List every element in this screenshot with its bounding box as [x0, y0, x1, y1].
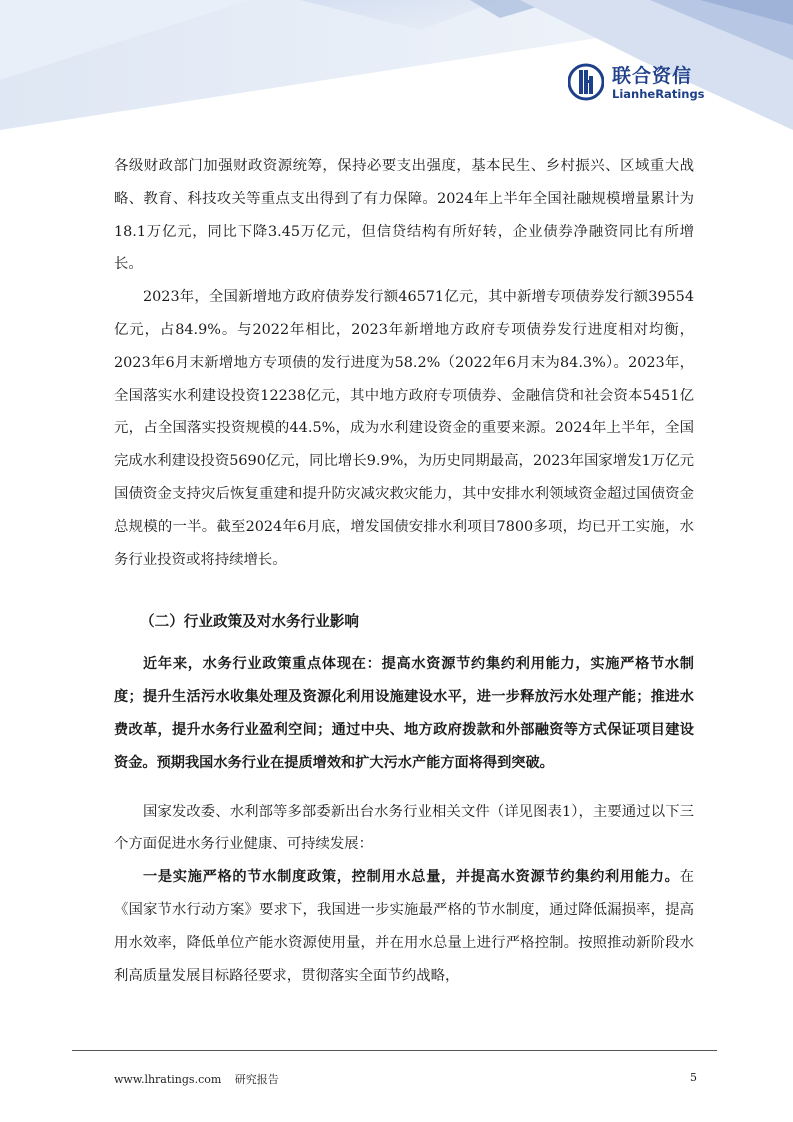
document-body	[114, 150, 694, 992]
logo-chinese-name: 联合资信	[612, 65, 693, 87]
section-heading: （二）行业政策及对水务行业影响	[140, 613, 359, 631]
logo-english-name: LianheRatings	[612, 87, 705, 101]
company-logo	[568, 60, 708, 104]
footer-divider	[72, 1050, 717, 1051]
paragraph-5-text: 在《国家节水行动方案》要求下，我国进一步实施最严格的节水制度，通过降低漏损率，提高用水效率，降低单位产能水资源使用量，并在用水总量上进行严格控制。按照推动新阶段水利高质量发展目标路径要求，贯彻落实全面节约战略，	[114, 869, 694, 984]
paragraph-5	[114, 861, 694, 992]
paragraph-3-summary: 近年来，水务行业政策重点体现在：提高水资源节约集约利用能力，实施严格节水制度；提升生活污水收集处理及资源化利用设施建设水平，进一步释放污水处理产能；推进水费改革，提升水务行业盈利空间；通过中央、地方政府拨款和外部融资等方式保证项目建设资金。预期我国水务行业在提质增效和扩大污水产能方面将得到突破。	[114, 656, 694, 771]
paragraph-1: 各级财政部门加强财政资源统筹，保持必要支出强度，基本民生、乡村振兴、区域重大战略、教育、科技攻关等重点支出得到了有力保障。2024年上半年全国社融规模增量累计为18.1万亿元，同比下降3.45万亿元，但信贷结构有所好转，企业债券净融资同比有所增长。	[114, 158, 694, 273]
footer-info	[114, 1071, 289, 1087]
footer-doc-type: 研究报告	[234, 1073, 279, 1086]
footer-website: www.lhratings.com	[114, 1073, 222, 1086]
logo-mark-icon	[568, 62, 604, 102]
paragraph-2: 2023年，全国新增地方政府债券发行额46571亿元，其中新增专项债券发行额39554亿元，占84.9%。与2022年相比，2023年新增地方政府专项债券发行进度相对均衡，2023年6月末新增地方专项债的发行进度为58.2%（2022年6月末为84.3%）。2023年，全国落实水利建设投资12238亿元，其中地方政府专项债券、金融信贷和社会资本5451亿元，占全国落实投资规模的44.5%，成为水利建设资金的重要来源。2024年上半年，全国完成水利建设投资5690亿元，同比增长9.9%，为历史同期最高，2023年国家增发1万亿元国债资金支持灾后恢复重建和提升防灾减灾救灾能力，其中安排水利领域资金超过国债资金总规模的一半。截至2024年6月底，增发国债安排水利项目7800多项，均已开工实施，水务行业投资或将持续增长。	[114, 289, 694, 568]
page-number: 5	[690, 1071, 697, 1084]
paragraph-4: 国家发改委、水利部等多部委新出台水务行业相关文件（详见图表1），主要通过以下三个方面促进水务行业健康、可持续发展：	[114, 803, 694, 853]
paragraph-5-lead: 一是实施严格的节水制度政策，控制用水总量，并提高水资源节约集约利用能力。	[143, 869, 680, 886]
